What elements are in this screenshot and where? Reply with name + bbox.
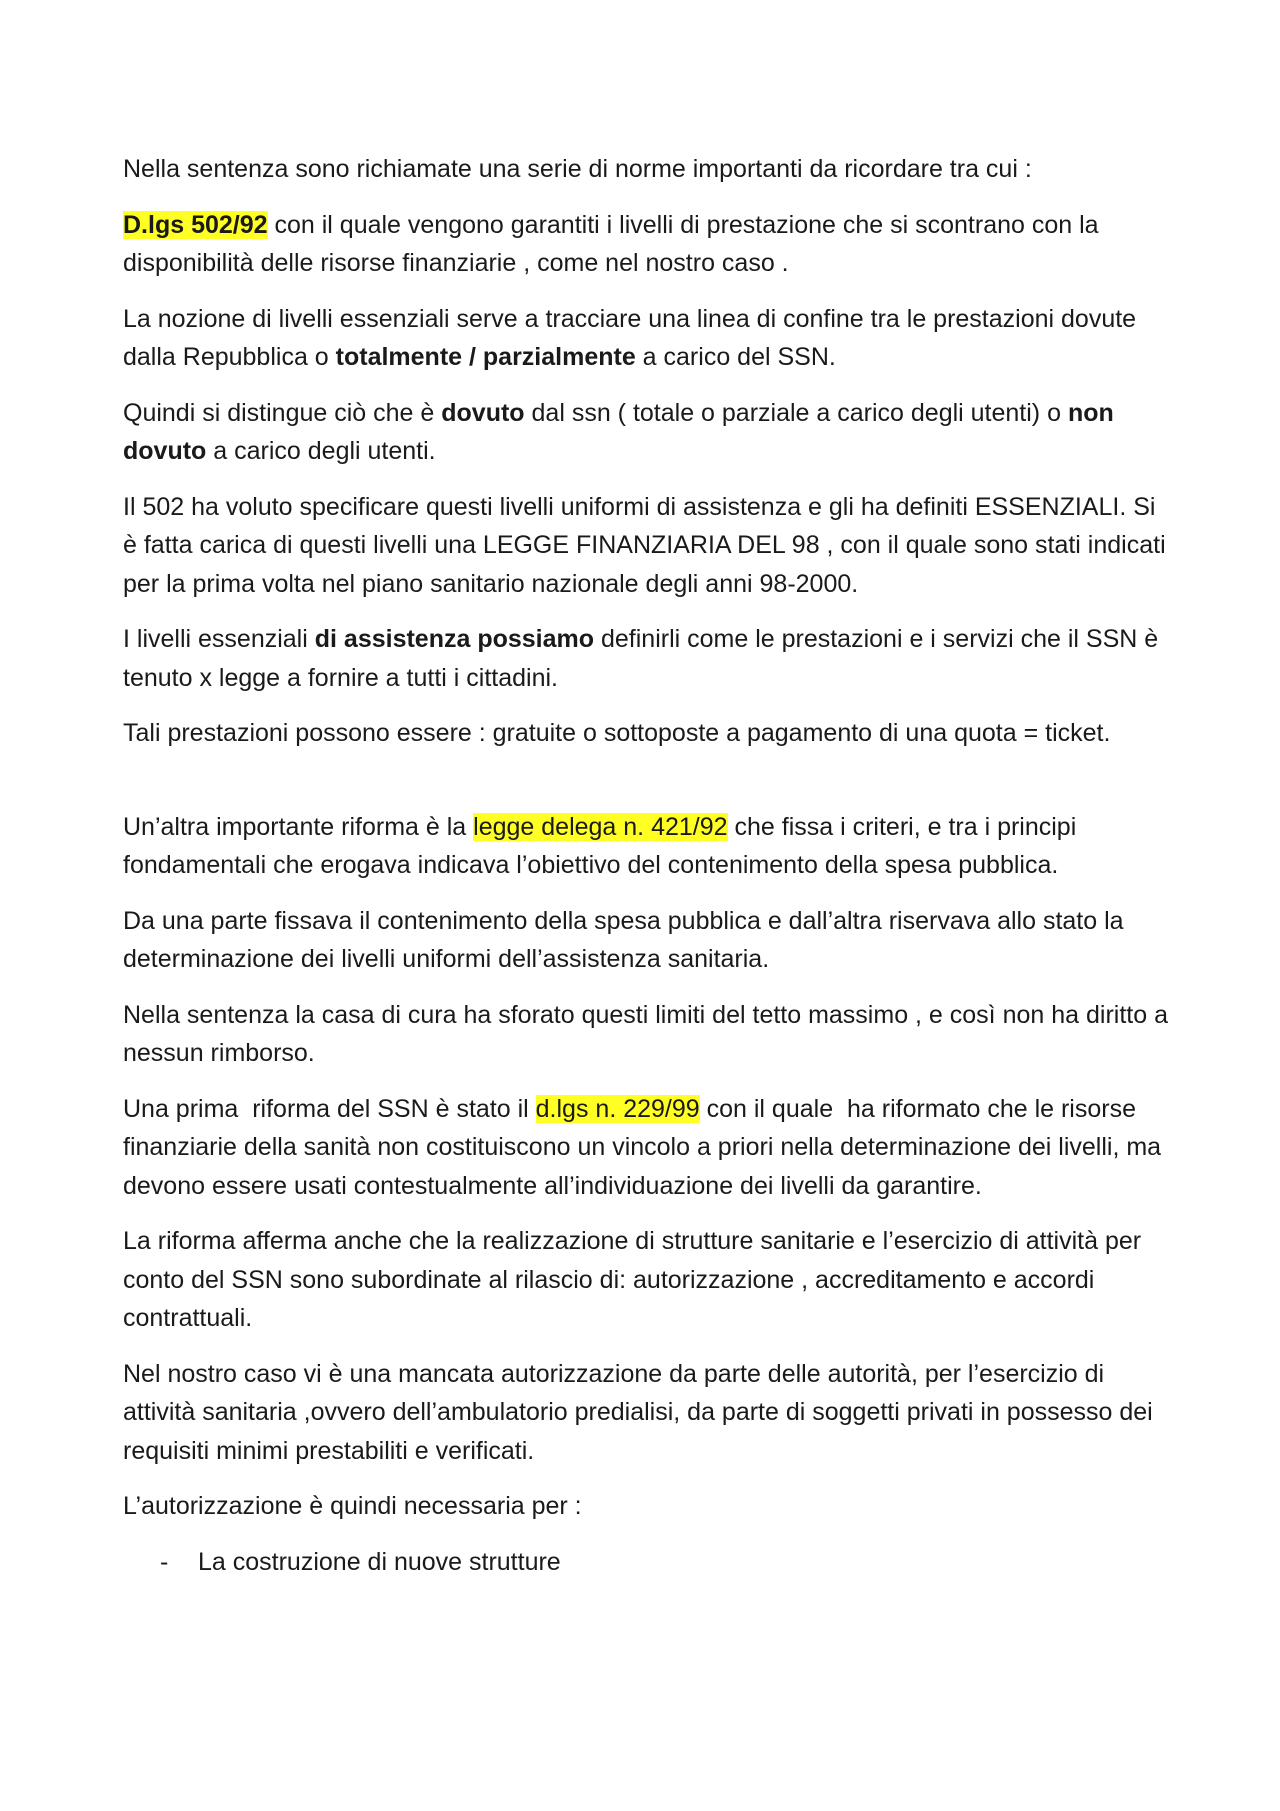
- text-run: dal ssn ( totale o parziale a carico degli utenti) o: [524, 398, 1068, 427]
- bold-text: non dovuto: [123, 398, 1121, 465]
- text-run: Una prima riforma del SSN è stato il: [123, 1094, 536, 1123]
- list-item-text: La costruzione di nuove strutture: [198, 1547, 561, 1576]
- text-run: con il quale vengono garantiti i livelli di prestazione che si scontrano con la disponibilità delle risorse finanziarie , come nel nostro caso .: [123, 210, 1106, 277]
- text-run: La riforma afferma anche che la realizzazione di strutture sanitarie e l’esercizio di attività per conto del SSN sono subordinate al rilascio di: autorizzazione , accreditamento e accordi contrattuali.: [123, 1227, 1149, 1332]
- text-run: con il quale ha riformato che le risorse finanziarie della sanità non costituiscono un vincolo a priori nella determinazione dei livelli, ma devono essere usati contestualmente all’individuazione dei livelli da garantire.: [123, 1094, 1169, 1200]
- paragraph: [123, 1090, 1173, 1206]
- highlighted-text: legge delega n. 421/92: [473, 812, 728, 841]
- paragraph: [123, 996, 1173, 1073]
- paragraph: [123, 300, 1173, 377]
- paragraph: [123, 1222, 1173, 1338]
- paragraph: [123, 488, 1173, 604]
- paragraph: [123, 1487, 1173, 1526]
- bold-text: dovuto: [441, 398, 525, 427]
- text-run: Nella sentenza sono richiamate una serie di norme importanti da ricordare tra cui :: [123, 155, 1032, 183]
- text-run: Nel nostro caso vi è una mancata autorizzazione da parte delle autorità, per l’esercizio di attività sanitaria ,ovvero dell’ambulatorio predialisi, da parte di soggetti privati in possesso dei requisiti minimi prestabiliti e verificati.: [123, 1359, 1160, 1465]
- paragraph: [123, 150, 1173, 189]
- text-run: Quindi si distingue ciò che è: [123, 398, 442, 427]
- text-run: Nella sentenza la casa di cura ha sforato questi limiti del tetto massimo , e così non ha diritto a nessun rimborso.: [123, 1000, 1175, 1067]
- paragraph-container: [123, 150, 1173, 1526]
- text-run: definirli come le prestazioni e i servizi che il SSN è tenuto x legge a fornire a tutti i cittadini.: [123, 625, 1166, 692]
- list-item: [123, 1543, 1173, 1582]
- paragraph: [123, 808, 1173, 885]
- paragraph: [123, 902, 1173, 979]
- list-marker: -: [160, 1547, 169, 1576]
- highlighted-text: D.lgs 502/92: [123, 210, 268, 239]
- text-run: Il 502 ha voluto specificare questi livelli uniformi di assistenza e gli ha definiti ESSENZIALI. Si è fatta carica di questi livelli una LEGGE FINANZIARIA DEL 98 , con il quale sono stati indicati per la prima volta nel piano sanitario nazionale degli anni 98-2000.: [123, 492, 1173, 598]
- paragraph: [123, 206, 1173, 283]
- paragraph: [123, 394, 1173, 471]
- text-run: Tali prestazioni possono essere : gratuite o sottoposte a pagamento di una quota = ticket.: [123, 719, 1111, 747]
- text-run: Un’altra importante riforma è la: [123, 812, 474, 841]
- text-run: L’autorizzazione è quindi necessaria per :: [123, 1492, 582, 1520]
- bold-text: totalmente / parzialmente: [335, 343, 636, 371]
- bold-text: di assistenza possiamo: [314, 625, 595, 653]
- paragraph: [123, 620, 1173, 697]
- highlighted-text: d.lgs n. 229/99: [535, 1094, 700, 1123]
- text-run: I livelli essenziali: [123, 625, 315, 653]
- text-run: che fissa i criteri, e tra i principi fondamentali che erogava indicava l’obiettivo del contenimento della spesa pubblica.: [123, 812, 1084, 879]
- text-run: Da una parte fissava il contenimento della spesa pubblica e dall’altra riservava allo stato la determinazione dei livelli uniformi dell’assistenza sanitaria.: [123, 906, 1131, 973]
- text-run: a carico del SSN.: [635, 343, 836, 371]
- document-page: [123, 150, 1173, 1581]
- text-run: La nozione di livelli essenziali serve a tracciare una linea di confine tra le prestazioni dovute dalla Repubblica o: [123, 304, 1144, 371]
- bullet-list: [123, 1543, 1173, 1582]
- paragraph: [123, 714, 1173, 753]
- text-run: a carico degli utenti.: [206, 437, 436, 465]
- paragraph: [123, 1355, 1173, 1471]
